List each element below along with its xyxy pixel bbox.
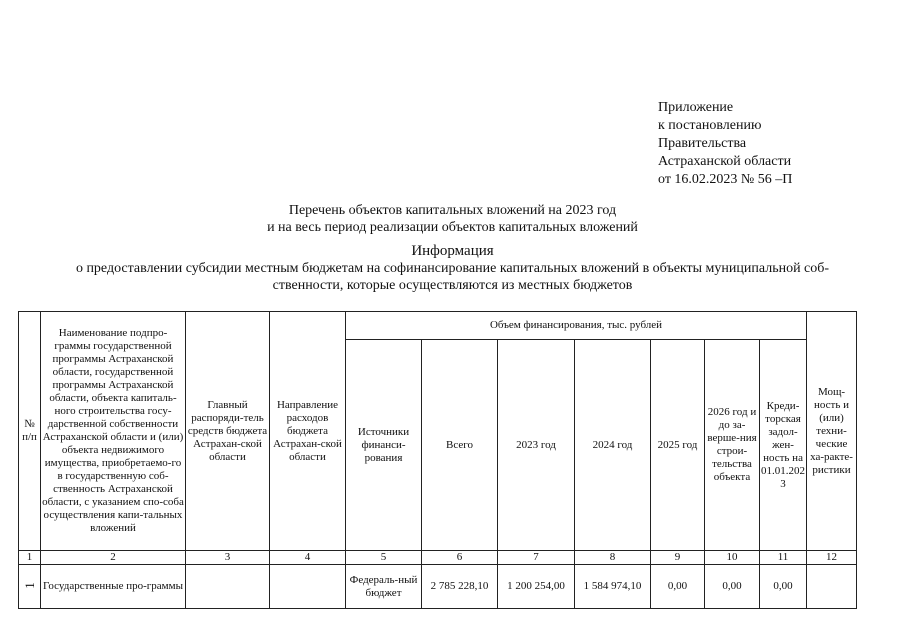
table-row xyxy=(19,565,857,609)
appendix-line: от 16.02.2023 № 56 –П xyxy=(658,172,793,187)
info-desc-2: ственности, которые осуществляются из местных бюджетов xyxy=(272,278,633,293)
column-number: 8 xyxy=(575,551,651,565)
row-2025: 0,00 xyxy=(651,565,705,609)
appendix-block xyxy=(658,99,792,189)
row-2026: 0,00 xyxy=(705,565,760,609)
column-number: 1 xyxy=(19,551,41,565)
column-number: 9 xyxy=(651,551,705,565)
column-number: 4 xyxy=(270,551,346,565)
row-direction xyxy=(270,565,346,609)
info-heading xyxy=(0,243,905,294)
title-line-2: и на весь период реализации объектов капитальных вложений xyxy=(267,220,638,235)
header-num: № п/п xyxy=(19,312,41,551)
column-number: 3 xyxy=(186,551,270,565)
appendix-line: Правительства xyxy=(658,136,747,151)
header-direction: Направление расходов бюджета Астрахан-ской области xyxy=(270,312,346,551)
header-manager: Главный распоряди-тель средств бюджета Астрахан-ской области xyxy=(186,312,270,551)
header-financing-group: Объем финансирования, тыс. рублей xyxy=(346,312,807,340)
capital-investments-table xyxy=(18,311,857,609)
document-title xyxy=(0,202,905,236)
row-credit: 0,00 xyxy=(760,565,807,609)
header-credit: Креди-торская задол-жен-ность на 01.01.2023 xyxy=(760,340,807,551)
header-2023: 2023 год xyxy=(498,340,575,551)
column-number: 2 xyxy=(41,551,186,565)
column-number: 11 xyxy=(760,551,807,565)
appendix-line: к постановлению xyxy=(658,118,762,133)
row-total: 2 785 228,10 xyxy=(422,565,498,609)
column-number: 6 xyxy=(422,551,498,565)
row-number-cell xyxy=(19,565,41,609)
appendix-line: Астраханской области xyxy=(658,154,792,169)
row-2024: 1 584 974,10 xyxy=(575,565,651,609)
info-title: Информация xyxy=(411,243,494,259)
row-name: Государственные про-граммы xyxy=(41,565,186,609)
column-number: 10 xyxy=(705,551,760,565)
appendix-line: Приложение xyxy=(658,100,734,115)
header-2025: 2025 год xyxy=(651,340,705,551)
header-capacity: Мощ-ность и (или) техни-ческие ха-ракте-ристики xyxy=(807,312,857,551)
header-sources: Источники финанси-рования xyxy=(346,340,422,551)
row-capacity xyxy=(807,565,857,609)
row-source: Федераль-ный бюджет xyxy=(346,565,422,609)
title-line-1: Перечень объектов капитальных вложений на 2023 год xyxy=(288,203,617,218)
header-total: Всего xyxy=(422,340,498,551)
row-number: 1 xyxy=(22,582,37,589)
header-2024: 2024 год xyxy=(575,340,651,551)
column-number: 7 xyxy=(498,551,575,565)
header-name: Наименование подпро-граммы государственной программы Астраханской области, государственной программы Астраханской области, объекта капиталь-ного строительства госу-дарственной собственности Астраханской области и (или) объекта недвижимого имущества, приобретаемо-го в государственную соб-ственность Астраханской области, с указанием спо-соба осуществления капи-тальных вложений xyxy=(41,312,186,551)
row-manager xyxy=(186,565,270,609)
column-number: 12 xyxy=(807,551,857,565)
info-desc-1: о предоставлении субсидии местным бюджетам на софинансирование капитальных вложений в объекты муниципальной соб- xyxy=(75,261,830,276)
row-2023: 1 200 254,00 xyxy=(498,565,575,609)
header-2026: 2026 год и до за-верше-ния строи-тельства объекта xyxy=(705,340,760,551)
column-number: 5 xyxy=(346,551,422,565)
